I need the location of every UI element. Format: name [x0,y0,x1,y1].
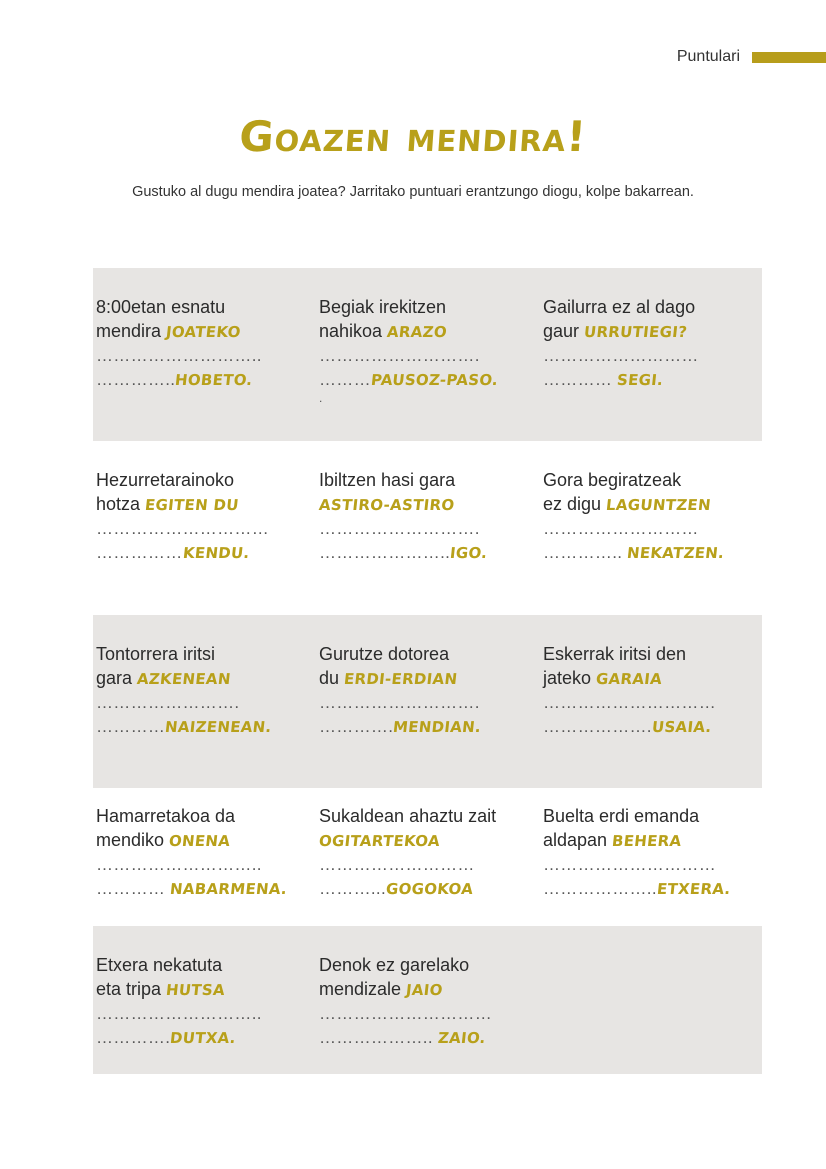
prompt-line-2: gara [96,668,133,688]
answer-blank-1: ……………………… [543,519,699,538]
prompt-line-1: 8:00etan esnatu [96,297,226,317]
keyword-1: BEHERA [611,832,683,850]
prompt-line-2: du [319,668,340,688]
prompt-line-1: Hezurretarainoko [96,470,235,490]
exercise-item [96,468,318,565]
keyword-1: URRUTIEGI? [583,323,689,341]
exercise-item [543,642,765,739]
prompt-line-2: mendiko [96,830,165,850]
exercise-item [543,804,765,901]
exercise-row [93,788,762,926]
prompt-line-2: aldapan [543,830,608,850]
prompt-line-1: Tontorrera iritsi [96,644,216,664]
keyword-2: GOGOKOA [385,880,475,898]
exercise-row [93,615,762,788]
keyword-1: ONENA [168,832,232,850]
keyword-1: OGITARTEKOA [318,832,441,850]
answer-blank-2: ………… [543,370,613,389]
prompt-line-1: Sukaldean ahaztu zait [319,806,497,826]
keyword-2: DUTXA. [169,1029,238,1047]
answer-blank-2: ………………. [543,717,652,736]
answer-blank-1: ………………………… [543,855,716,874]
keyword-1: AZKENEAN [136,670,232,688]
section-accent-bar [752,52,826,63]
exercise-item [96,295,318,392]
answer-blank-1: ……………………… [543,346,699,365]
trailing-dot: . [319,391,323,405]
answer-blank-2: ………… [96,879,166,898]
prompt-line-1: Gora begiratzeak [543,470,682,490]
exercise-item [319,295,541,404]
prompt-line-1: Gailurra ez al dago [543,297,696,317]
prompt-line-2: mendira [96,321,162,341]
prompt-line-2: ez digu [543,494,602,514]
prompt-line-1: Etxera nekatuta [96,955,223,975]
keyword-1: EGITEN DU [144,496,240,514]
answer-blank-1: ………………………. [319,693,480,712]
exercise-row [93,268,762,441]
exercise-item [96,804,318,901]
prompt-line-2: nahikoa [319,321,383,341]
answer-blank-1: ……………………….. [96,1004,262,1023]
keyword-1: JOATEKO [165,323,242,341]
answer-blank-2: ………….. [543,543,623,562]
keyword-2: ZAIO. [436,1029,487,1047]
answer-blank-2: …………… [96,543,183,562]
exercise-item [319,953,541,1050]
exercise-item [96,642,318,739]
prompt-line-1: Ibiltzen hasi gara [319,470,456,490]
exercise-item [319,468,541,565]
answer-blank-1: ………………………… [543,693,716,712]
keyword-2: KENDU. [181,544,251,562]
answer-blank-1: ………………………… [319,1004,492,1023]
keyword-2: IGO. [449,544,489,562]
page-title: Goazen mendira! [237,112,589,161]
keyword-2: NAIZENEAN. [164,718,273,736]
exercise-row [93,926,762,1074]
prompt-line-1: Eskerrak iritsi den [543,644,687,664]
keyword-1: ERDI-ERDIAN [343,670,459,688]
keyword-2: USAIA. [650,718,713,736]
answer-blank-1: ………………………. [319,519,480,538]
answer-blank-2: ………………….. [319,543,451,562]
prompt-line-2: hotza [96,494,141,514]
answer-blank-1: ……………………….. [96,855,262,874]
prompt-line-2: jateko [543,668,592,688]
page-subtitle: Gustuko al dugu mendira joatea? Jarritako puntuari erantzungo diogu, kolpe bakarrean. [132,184,694,200]
exercise-item [543,295,765,392]
answer-blank-2: ……………….. [543,879,657,898]
keyword-1: GARAIA [595,670,664,688]
answer-blank-2: …………. [96,1028,171,1047]
exercise-item [96,953,318,1050]
keyword-2: NEKATZEN. [626,544,726,562]
answer-blank-1: ………………………… [96,519,269,538]
prompt-line-2: gaur [543,321,580,341]
prompt-line-2: mendizale [319,979,402,999]
keyword-2: ETXERA. [655,880,732,898]
prompt-line-1: Buelta erdi emanda [543,806,700,826]
exercise-item [319,804,541,901]
answer-blank-2: ………… [96,717,166,736]
answer-blank-2: ………... [319,879,386,898]
keyword-1: HUTSA [165,981,226,999]
prompt-line-1: Begiak irekitzen [319,297,447,317]
answer-blank-1: ……………………….. [96,346,262,365]
prompt-line-2: eta tripa [96,979,162,999]
keyword-2: NABARMENA. [169,880,289,898]
answer-blank-2: …………. [319,717,394,736]
prompt-line-1: Hamarretakoa da [96,806,236,826]
keyword-2: HOBETO. [174,371,254,389]
keyword-1: JAIO [405,981,444,999]
answer-blank-2: ……… [319,370,371,389]
section-label: Puntulari [676,48,740,65]
keyword-2: SEGI. [616,371,665,389]
keyword-1: LAGUNTZEN [605,496,712,514]
keyword-2: PAUSOZ-PASO. [369,371,499,389]
keyword-1: ASTIRO-ASTIRO [318,496,456,514]
answer-blank-1: ……………………. [96,693,240,712]
exercise-row [93,441,762,615]
answer-blank-1: ………………………. [319,346,480,365]
prompt-line-1: Gurutze dotorea [319,644,450,664]
keyword-1: ARAZO [386,323,448,341]
answer-blank-2: ……………….. [319,1028,433,1047]
answer-blank-1: ……………………… [319,855,475,874]
answer-blank-2: ………….. [96,370,176,389]
prompt-line-1: Denok ez garelako [319,955,470,975]
keyword-2: MENDIAN. [392,718,483,736]
exercise-item [319,642,541,739]
exercise-item [543,468,765,565]
